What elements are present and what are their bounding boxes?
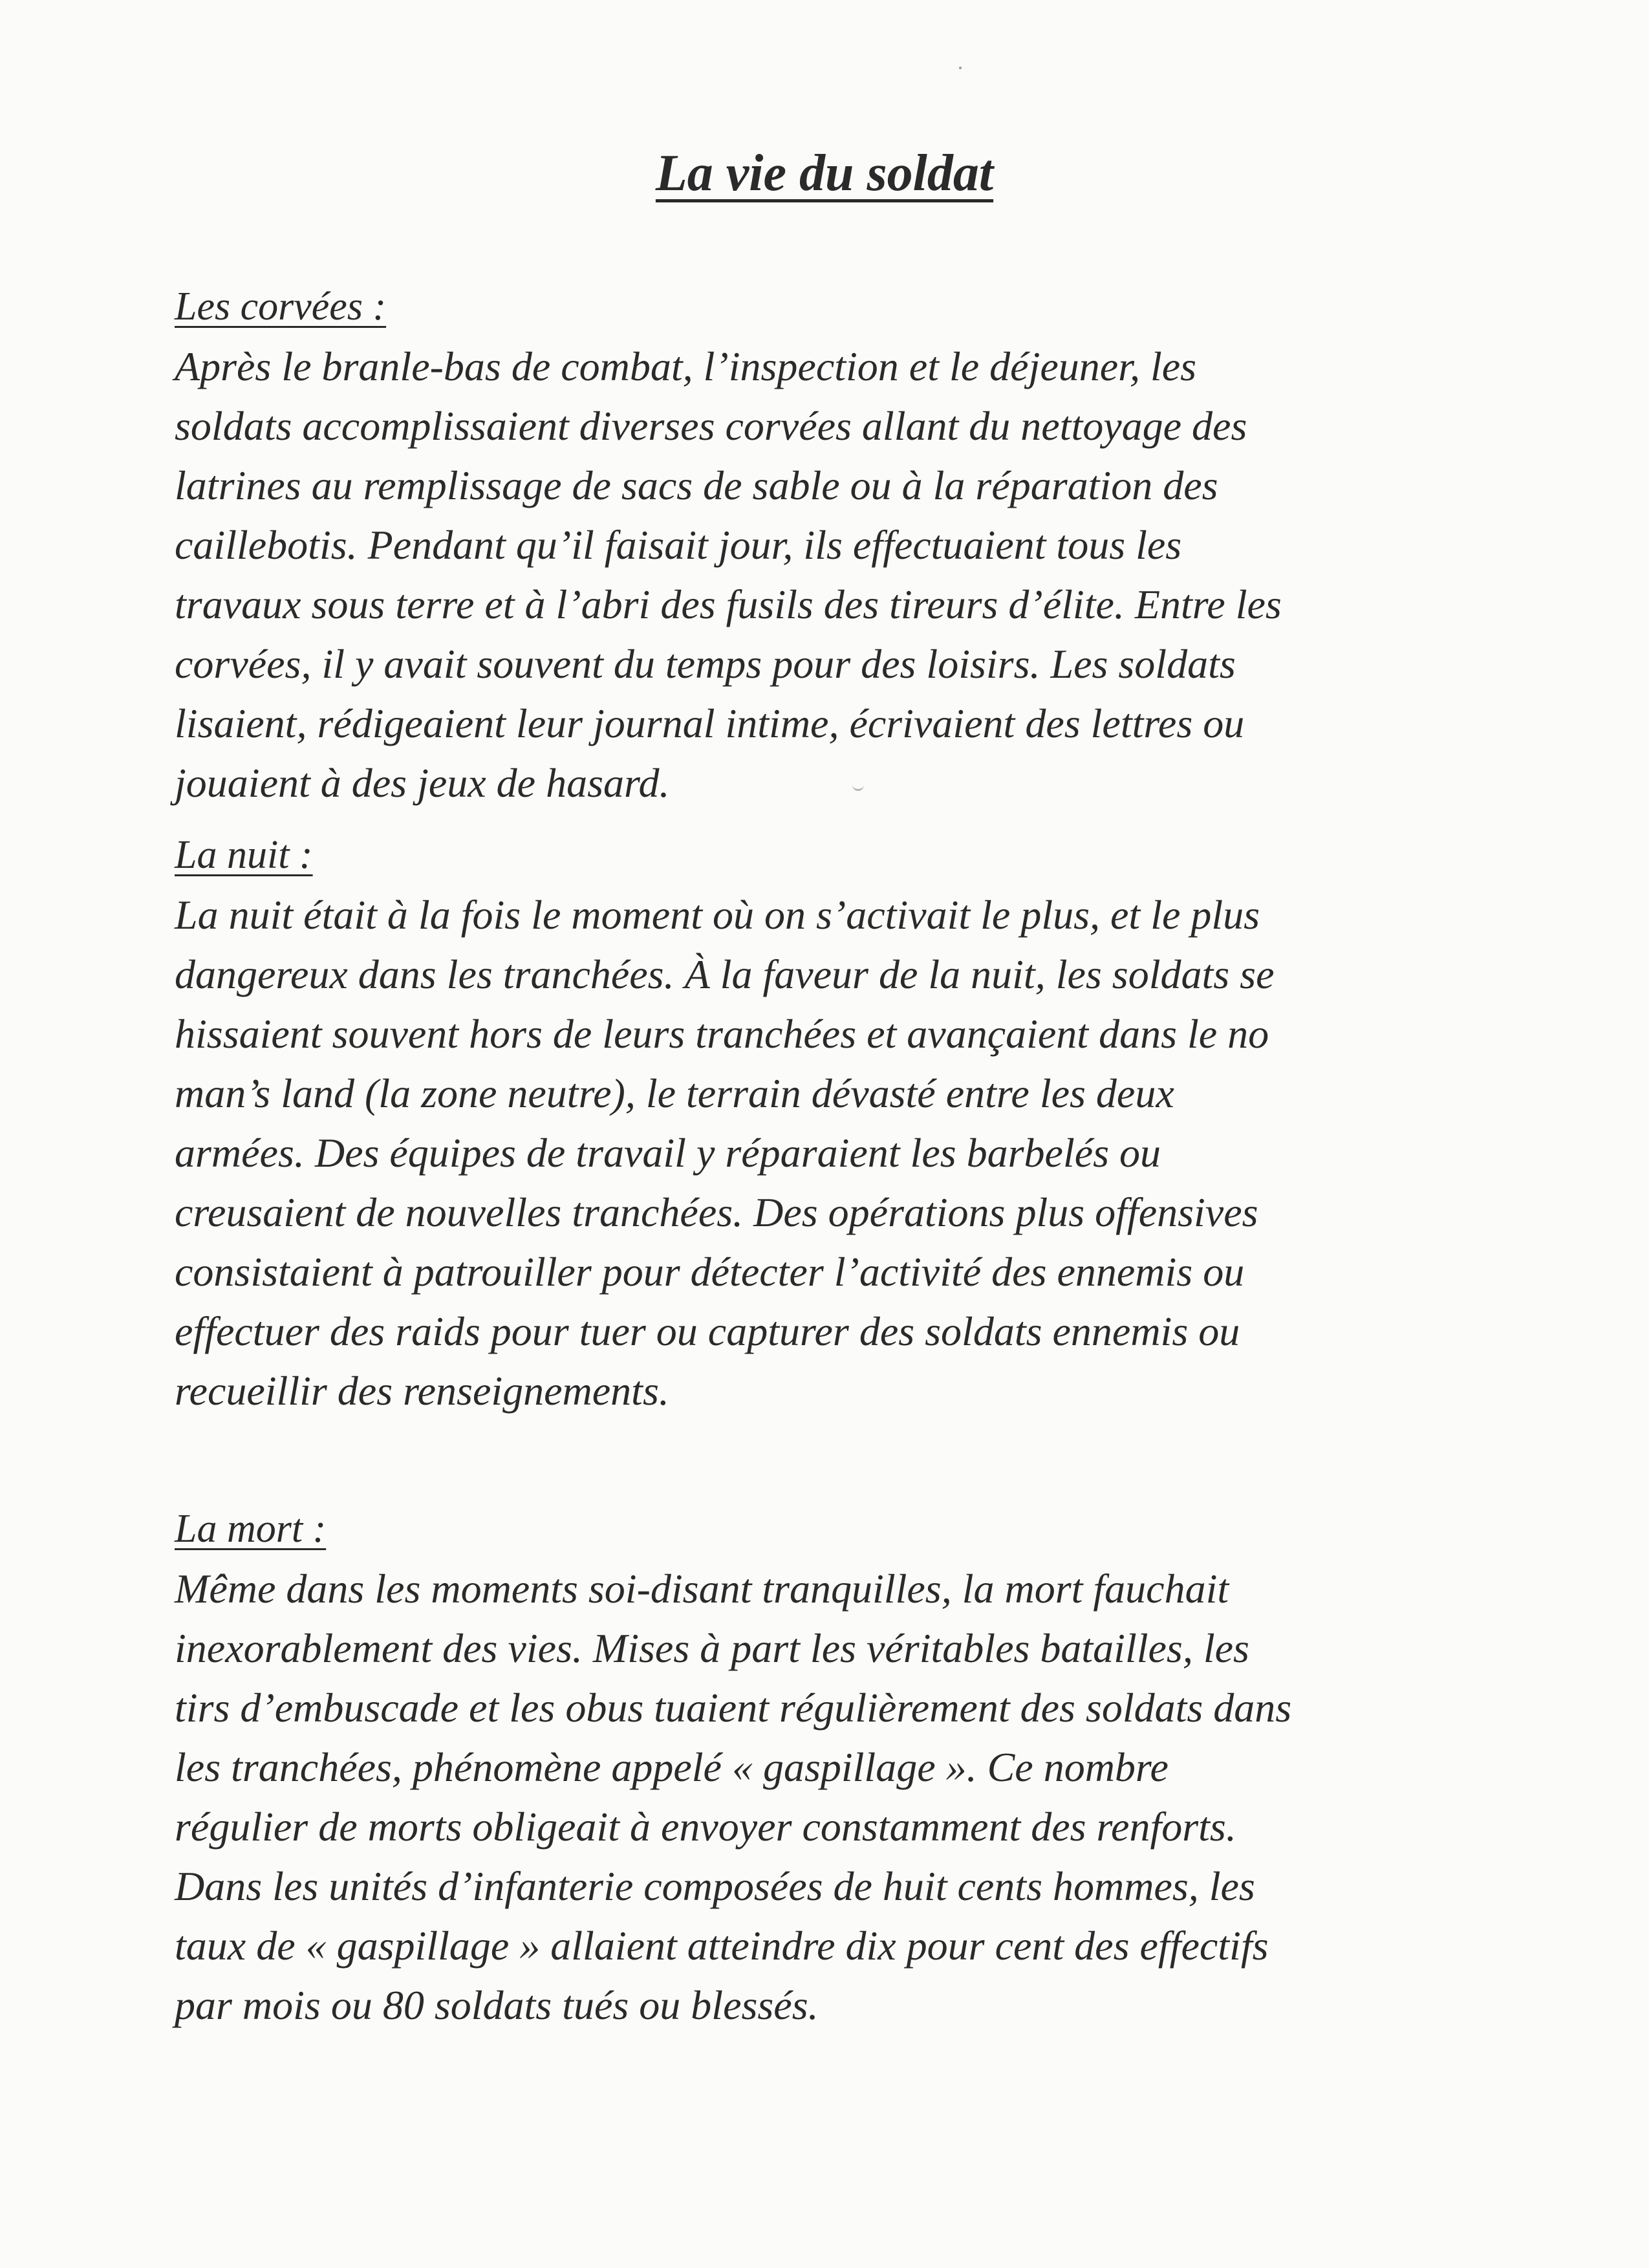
text-line: caillebotis. Pendant qu’il faisait jour, ils effectuaient tous les bbox=[175, 522, 1182, 568]
section-body bbox=[175, 1559, 1494, 2035]
text-line: régulier de morts obligeait à envoyer constamment des renforts. bbox=[175, 1804, 1236, 1850]
text-line: Après le branle-bas de combat, l’inspection et le déjeuner, les bbox=[175, 343, 1197, 389]
text-line: corvées, il y avait souvent du temps pour des loisirs. Les soldats bbox=[175, 641, 1236, 687]
section-heading: La mort : bbox=[175, 1507, 327, 1551]
text-line: Dans les unités d’infanterie composées de huit cents hommes, les bbox=[175, 1863, 1255, 1909]
text-line: taux de « gaspillage » allaient atteindre dix pour cent des effectifs bbox=[175, 1923, 1269, 1969]
text-line: consistaient à patrouiller pour détecter l’activité des ennemis ou bbox=[175, 1249, 1245, 1295]
text-line: soldats accomplissaient diverses corvées allant du nettoyage des bbox=[175, 403, 1247, 449]
section-heading: Les corvées : bbox=[175, 285, 387, 329]
text-line: inexorablement des vies. Mises à part les véritables batailles, les bbox=[175, 1625, 1249, 1671]
text-line: travaux sous terre et à l’abri des fusils des tireurs d’élite. Entre les bbox=[175, 581, 1282, 627]
text-line: recueillir des renseignements. bbox=[175, 1368, 669, 1414]
text-line: armées. Des équipes de travail y réparaient les barbelés ou bbox=[175, 1130, 1161, 1176]
text-line: La nuit était à la fois le moment où on s’activait le plus, et le plus bbox=[175, 892, 1260, 938]
text-line: dangereux dans les tranchées. À la faveur de la nuit, les soldats se bbox=[175, 951, 1275, 997]
section-body bbox=[175, 885, 1494, 1421]
text-line: effectuer des raids pour tuer ou capturer des soldats ennemis ou bbox=[175, 1308, 1240, 1354]
text-line: creusaient de nouvelles tranchées. Des opérations plus offensives bbox=[175, 1189, 1258, 1235]
text-line: lisaient, rédigeaient leur journal intime, écrivaient des lettres ou bbox=[175, 700, 1245, 746]
text-line: par mois ou 80 soldats tués ou blessés. bbox=[175, 1982, 819, 2028]
section-heading: La nuit : bbox=[175, 833, 313, 877]
section-mort bbox=[175, 1499, 1494, 2035]
text-line: Même dans les moments soi-disant tranquilles, la mort fauchait bbox=[175, 1566, 1229, 1612]
section-nuit bbox=[175, 825, 1494, 1421]
page-title-text: La vie du soldat bbox=[655, 145, 994, 202]
page-title bbox=[0, 144, 1649, 203]
section-body bbox=[175, 337, 1494, 813]
text-line: man’s land (la zone neutre), le terrain dévasté entre les deux bbox=[175, 1070, 1174, 1116]
text-line: jouaient à des jeux de hasard. bbox=[175, 760, 670, 806]
section-corvees bbox=[175, 277, 1494, 813]
text-line: hissaient souvent hors de leurs tranchées et avançaient dans le no bbox=[175, 1011, 1269, 1057]
scan-speck bbox=[959, 67, 962, 69]
text-line: les tranchées, phénomène appelé « gaspillage ». Ce nombre bbox=[175, 1744, 1169, 1790]
text-line: tirs d’embuscade et les obus tuaient régulièrement des soldats dans bbox=[175, 1685, 1292, 1731]
text-line: latrines au remplissage de sacs de sable ou à la réparation des bbox=[175, 462, 1218, 508]
